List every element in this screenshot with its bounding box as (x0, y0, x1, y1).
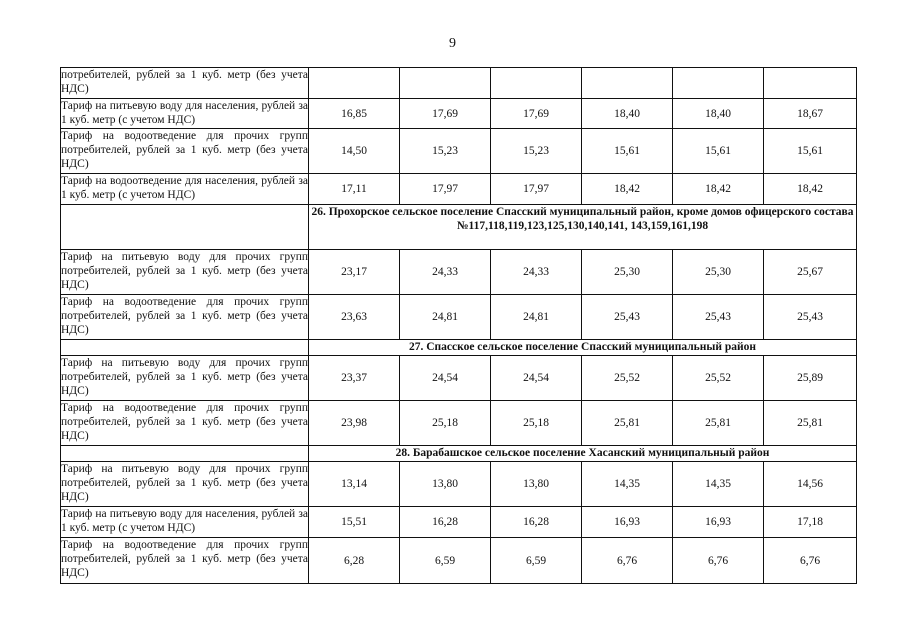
table-row (61, 99, 857, 129)
tariff-label: Тариф на питьевую воду для населения, рублей за 1 куб. метр (с учетом НДС) (61, 99, 309, 129)
tariff-value: 14,56 (764, 462, 857, 507)
section-blank-cell (61, 205, 309, 250)
tariff-value: 17,69 (491, 99, 582, 129)
tariff-value: 25,89 (764, 356, 857, 401)
section-title: 27. Спасское сельское поселение Спасский муниципальный район (309, 340, 857, 356)
section-title: 26. Прохорское сельское поселение Спасский муниципальный район, кроме домов офицерского состава №117,118,119,123,125,130,140,141, 143,159,161,198 (309, 205, 857, 250)
tariff-value: 25,30 (673, 250, 764, 295)
tariff-value: 18,67 (764, 99, 857, 129)
tariff-value: 17,97 (491, 174, 582, 205)
table-row (61, 129, 857, 174)
tariff-value: 18,40 (673, 99, 764, 129)
tariff-value: 25,52 (673, 356, 764, 401)
tariff-value: 25,81 (764, 401, 857, 446)
tariff-value: 25,81 (582, 401, 673, 446)
tariff-value (309, 68, 400, 99)
tariff-label: Тариф на питьевую воду для прочих групп потребителей, рублей за 1 куб. метр (без учета НДС) (61, 462, 309, 507)
page-number: 9 (449, 36, 456, 51)
tariff-value: 15,61 (582, 129, 673, 174)
section-header-row (61, 340, 857, 356)
table-row (61, 507, 857, 538)
tariff-value: 15,61 (764, 129, 857, 174)
tariff-value: 17,11 (309, 174, 400, 205)
tariff-label: Тариф на водоотведение для прочих групп потребителей, рублей за 1 куб. метр (без учета НДС) (61, 295, 309, 340)
tariff-value (673, 68, 764, 99)
tariff-value: 24,54 (400, 356, 491, 401)
tariff-label: Тариф на водоотведение для прочих групп потребителей, рублей за 1 куб. метр (без учета НДС) (61, 538, 309, 584)
section-title: 28. Барабашское сельское поселение Хасанский муниципальный район (309, 446, 857, 462)
tariff-value: 17,69 (400, 99, 491, 129)
tariff-value (764, 68, 857, 99)
tariff-label: Тариф на питьевую воду для прочих групп потребителей, рублей за 1 куб. метр (без учета НДС) (61, 356, 309, 401)
tariff-value: 16,93 (582, 507, 673, 538)
tariff-value: 6,59 (400, 538, 491, 584)
tariff-value: 16,85 (309, 99, 400, 129)
tariff-value (400, 68, 491, 99)
table-row (61, 295, 857, 340)
tariff-value: 24,81 (491, 295, 582, 340)
tariff-label: Тариф на питьевую воду для населения, рублей за 1 куб. метр (с учетом НДС) (61, 507, 309, 538)
tariff-table (60, 67, 857, 584)
table-row (61, 538, 857, 584)
tariff-label: потребителей, рублей за 1 куб. метр (без учета НДС) (61, 68, 309, 99)
tariff-value: 25,81 (673, 401, 764, 446)
tariff-value: 18,42 (764, 174, 857, 205)
tariff-value: 25,43 (764, 295, 857, 340)
tariff-value: 24,54 (491, 356, 582, 401)
tariff-value: 6,76 (673, 538, 764, 584)
table-row (61, 174, 857, 205)
tariff-value: 25,18 (400, 401, 491, 446)
table-row (61, 462, 857, 507)
tariff-value: 6,28 (309, 538, 400, 584)
tariff-value: 6,76 (764, 538, 857, 584)
tariff-value: 16,93 (673, 507, 764, 538)
table-row (61, 250, 857, 295)
tariff-value: 25,18 (491, 401, 582, 446)
section-blank-cell (61, 340, 309, 356)
tariff-label: Тариф на водоотведение для прочих групп потребителей, рублей за 1 куб. метр (без учета НДС) (61, 401, 309, 446)
tariff-value: 16,28 (400, 507, 491, 538)
tariff-value: 18,40 (582, 99, 673, 129)
table-row (61, 68, 857, 99)
tariff-value: 18,42 (673, 174, 764, 205)
tariff-value: 25,43 (673, 295, 764, 340)
tariff-value: 25,67 (764, 250, 857, 295)
table-row (61, 356, 857, 401)
tariff-value: 17,18 (764, 507, 857, 538)
tariff-label: Тариф на питьевую воду для прочих групп потребителей, рублей за 1 куб. метр (без учета НДС) (61, 250, 309, 295)
table-row (61, 401, 857, 446)
tariff-value: 18,42 (582, 174, 673, 205)
tariff-value: 24,33 (491, 250, 582, 295)
tariff-value: 13,80 (400, 462, 491, 507)
section-header-row (61, 205, 857, 250)
tariff-value (491, 68, 582, 99)
section-blank-cell (61, 446, 309, 462)
tariff-value: 14,50 (309, 129, 400, 174)
tariff-value: 6,59 (491, 538, 582, 584)
tariff-value: 23,98 (309, 401, 400, 446)
tariff-value: 15,51 (309, 507, 400, 538)
tariff-value: 15,61 (673, 129, 764, 174)
tariff-value (582, 68, 673, 99)
tariff-value: 14,35 (582, 462, 673, 507)
tariff-label: Тариф на водоотведение для населения, рублей за 1 куб. метр (с учетом НДС) (61, 174, 309, 205)
tariff-value: 25,30 (582, 250, 673, 295)
tariff-value: 23,17 (309, 250, 400, 295)
tariff-label: Тариф на водоотведение для прочих групп потребителей, рублей за 1 куб. метр (без учета НДС) (61, 129, 309, 174)
tariff-value: 13,14 (309, 462, 400, 507)
tariff-value: 13,80 (491, 462, 582, 507)
tariff-value: 24,81 (400, 295, 491, 340)
tariff-value: 24,33 (400, 250, 491, 295)
tariff-value: 15,23 (491, 129, 582, 174)
tariff-value: 6,76 (582, 538, 673, 584)
tariff-value: 23,63 (309, 295, 400, 340)
tariff-value: 25,52 (582, 356, 673, 401)
section-header-row (61, 446, 857, 462)
tariff-value: 25,43 (582, 295, 673, 340)
tariff-value: 17,97 (400, 174, 491, 205)
tariff-value: 14,35 (673, 462, 764, 507)
tariff-value: 15,23 (400, 129, 491, 174)
tariff-value: 23,37 (309, 356, 400, 401)
tariff-value: 16,28 (491, 507, 582, 538)
